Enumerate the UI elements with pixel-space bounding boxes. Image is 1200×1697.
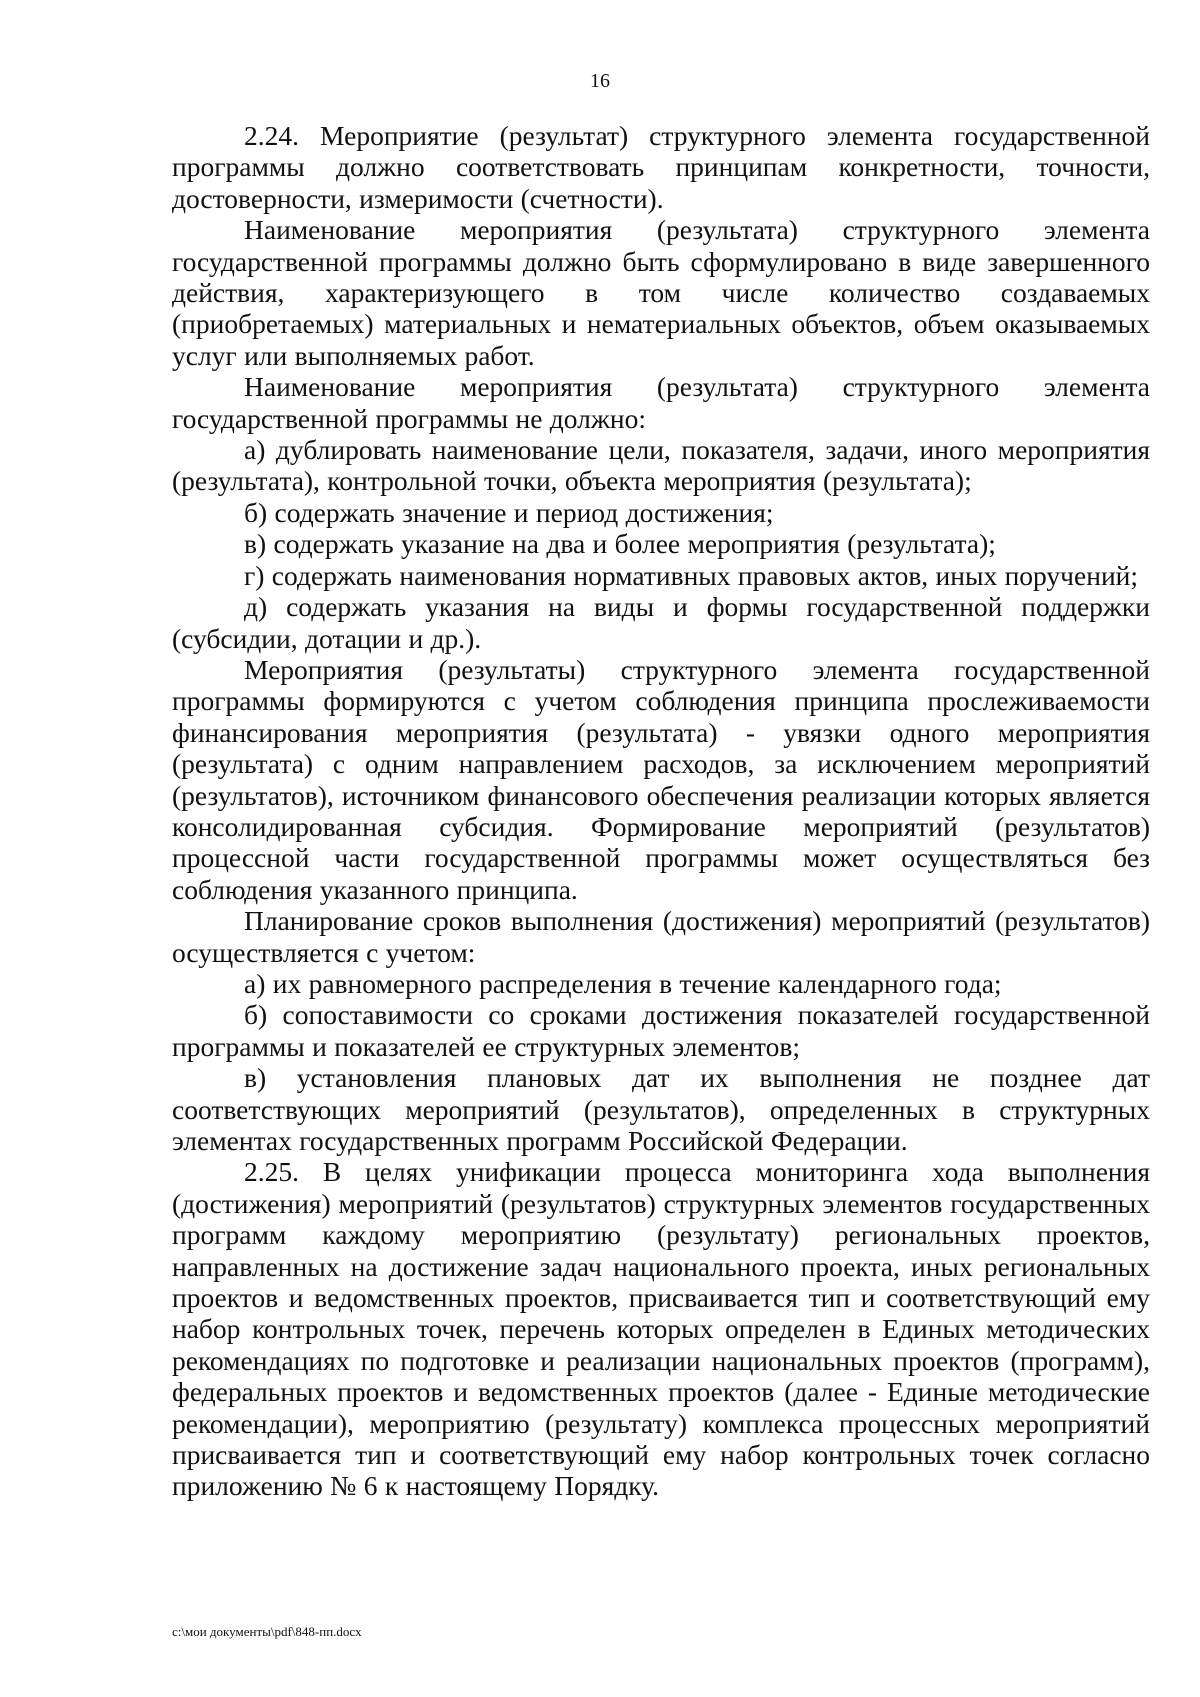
page-number: 16 — [590, 70, 610, 92]
list-item-d: д) содержать указания на виды и формы государственной поддержки (субсидии, дотации и др.). — [172, 591, 1150, 654]
paragraph-naming-restrictions: Наименование мероприятия (результата) структурного элемента государственной программы не должно: — [172, 371, 1150, 434]
planning-item-v: в) установления плановых дат их выполнения не позднее дат соответствующих мероприятий (результатов), определенных в структурных элементах государственных программ Российской Федерации. — [172, 1062, 1150, 1156]
footer-file-path: c:\мои документы\pdf\848-пп.docx — [172, 1624, 362, 1639]
list-item-b: б) содержать значение и период достижения; — [244, 496, 774, 528]
paragraph-2-25: 2.25. В целях унификации процесса мониторинга хода выполнения (достижения) мероприятий (результатов) структурных элементов государственных программ каждому мероприятию (результату) региональных проектов, направленных на достижение задач национального проекта, иных региональных проектов и ведомственных проектов, присваивается тип и соответствующий ему набор контрольных точек, перечень которых определен в Единых методических рекомендациях по подготовке и реализации национальных проектов (программ), федеральных проектов и ведомственных проектов (далее - Единые методические рекомендации), мероприятию (результату) комплекса процессных мероприятий присваивается тип и соответствующий ему набор контрольных точек согласно приложению № 6 к настоящему Порядку. — [172, 1156, 1150, 1502]
document-body — [172, 120, 1150, 1502]
paragraph-traceability: Мероприятия (результаты) структурного элемента государственной программы формируются с учетом соблюдения принципа прослеживаемости финансирования мероприятия (результата) - увязки одного мероприятия (результата) с одним направлением расходов, за исключением мероприятий (результатов), источником финансового обеспечения реализации которых является консолидированная субсидия. Формирование мероприятий (результатов) процессной части государственной программы может осуществляться без соблюдения указанного принципа. — [172, 653, 1150, 905]
planning-item-a: а) их равномерного распределения в течение календарного года; — [244, 967, 1002, 999]
paragraph-2-24: 2.24. Мероприятие (результат) структурного элемента государственной программы должно соответствовать принципам конкретности, точности, достоверности, измеримости (счетности). — [172, 120, 1150, 214]
paragraph-naming-requirements: Наименование мероприятия (результата) структурного элемента государственной программы должно быть сформулировано в виде завершенного действия, характеризующего в том числе количество создаваемых (приобретаемых) материальных и нематериальных объектов, объем оказываемых услуг или выполняемых работ. — [172, 214, 1150, 371]
list-item-g: г) содержать наименования нормативных правовых актов, иных поручений; — [244, 559, 1139, 591]
list-item-v: в) содержать указание на два и более мероприятия (результата); — [244, 528, 996, 560]
list-item-a: а) дублировать наименование цели, показателя, задачи, иного мероприятия (результата), контрольной точки, объекта мероприятия (результата); — [172, 434, 1150, 497]
planning-item-b: б) сопоставимости со сроками достижения показателей государственной программы и показателей ее структурных элементов; — [172, 999, 1150, 1062]
paragraph-planning-terms: Планирование сроков выполнения (достижения) мероприятий (результатов) осуществляется с учетом: — [172, 905, 1150, 968]
